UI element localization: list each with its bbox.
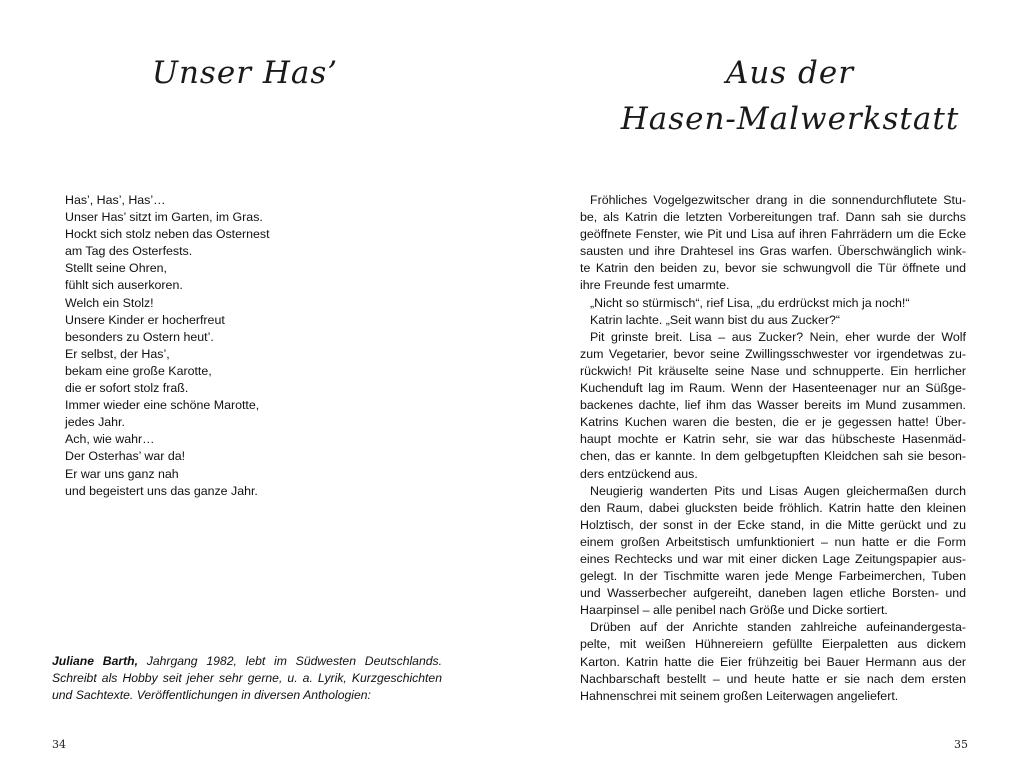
story-line: sausten und ihre Drahtesel ins Gras warfen. Überschwänglich wink- (580, 244, 966, 259)
story-title-line: Aus der (725, 55, 855, 91)
story-line: Haarpinsel – alle penibel nach Größe und Dicke sortiert. (580, 603, 888, 618)
page-number: 35 (954, 738, 968, 751)
poem-line: Hockt sich stolz neben das Osternest (65, 227, 270, 242)
poem-line: fühlt sich auserkoren. (65, 278, 183, 293)
story-line: ders entzückend aus. (580, 466, 698, 481)
story-line: backenes dachte, lief ihm das Wasser bereits im Mund zusammen. (580, 398, 966, 413)
story-line: den Raum, dabei glucksten beide fröhlich. Katrin hatte den kleinen (580, 500, 966, 515)
story-line: haupt mochte er Katrin sehr, sie war das hübscheste Hasenmäd- (580, 432, 966, 447)
bio-line (52, 653, 442, 670)
poem-line: am Tag des Osterfests. (65, 244, 193, 259)
poem-line: die er sofort stolz fraß. (65, 381, 189, 396)
poem-line: und begeistert uns das ganze Jahr. (65, 483, 258, 498)
bio-text: Jahrgang 1982, lebt im Südwesten Deutschlands. (137, 654, 442, 668)
poem-line: Has’, Has’, Has’… (65, 193, 166, 207)
story-line: te Katrin den beiden zu, bevor sie schwungvoll die Tür öffnete und (580, 261, 966, 276)
bio-line: und Sachtexte. Veröffentlichungen in diversen Anthologien: (52, 688, 371, 703)
story-line: Holztisch, der sonst in der Ecke stand, in die Mitte gerückt und zu (580, 517, 966, 532)
poem-line: Der Osterhas’ war da! (65, 449, 186, 464)
story-line: zum Vegetarier, bevor seine Zwillingsschwester vor irgendetwas zu- (580, 346, 966, 361)
story-title-line: Hasen-Malwerkstatt (620, 101, 960, 137)
story-line: Katrins Kuchen waren die besten, die er je gegessen hatte! Über- (580, 415, 966, 430)
story-line: und Wasserbecher aufgereiht, daneben lagen etliche Borsten- und (580, 586, 966, 601)
story-line: Karton. Katrin hatte die Eier frühzeitig bei Bauer Hermann aus der (580, 654, 966, 669)
bio-line: Schreibt als Hobby seit jeher sehr gerne, u. a. Lyrik, Kurzgeschichten (52, 671, 442, 686)
story-line: rückwich! Pit kräuselte seine Nase und schnupperte. Ein herrlicher (580, 363, 966, 378)
story-line: einem großen Arbeitstisch umfunktioniert – nun hatte er die Form (580, 534, 966, 549)
story-body (580, 192, 966, 705)
story-line: geöffnete Fenster, wie Pit und Lisa auf ihren Fahrrädern um die Ecke (580, 227, 966, 242)
poem-line: besonders zu Ostern heut’. (65, 329, 214, 344)
story-line: Hahnenschrei mit seinem großen Leiterwagen angeliefert. (580, 688, 899, 703)
story-line: Nachbarschaft bestellt – und heute hatte er sie nach dem ersten (580, 671, 966, 686)
story-line: Neugierig wanderten Pits und Lisas Augen gleichermaßen durch (590, 483, 966, 498)
story-line: Kuchenduft lag im Raum. Wenn der Hasenteenager nur an Süßge- (580, 381, 966, 396)
story-line: chen, das er kannte. In dem gelbgetupften Kleidchen sah sie beson- (580, 449, 966, 464)
story-line: Fröhliches Vogelgezwitscher drang in die sonnendurchflutete Stu- (590, 193, 966, 207)
poem-title: Unser Has’ (151, 55, 339, 91)
story-line: eines Rechtecks und war mit einer dicken Lage Zeitungspapier aus- (580, 551, 966, 566)
author-name: Juliane Barth, (52, 654, 138, 668)
poem-line: Er selbst, der Has’, (65, 346, 170, 361)
right-page (510, 0, 1020, 767)
story-line: „Nicht so stürmisch“, rief Lisa, „du erdrückst mich ja noch!“ (590, 295, 910, 310)
poem-line: Unser Has’ sitzt im Garten, im Gras. (65, 210, 263, 225)
page-number: 34 (52, 738, 66, 751)
poem-line: Unsere Kinder er hocherfreut (65, 312, 225, 327)
author-bio (52, 653, 442, 705)
poem-line: bekam eine große Karotte, (65, 363, 212, 378)
story-line: Drüben auf der Anrichte standen zahlreiche aufeinandergesta- (590, 620, 966, 635)
poem-line: Ach, wie wahr… (65, 432, 155, 447)
poem-line: Stellt seine Ohren, (65, 261, 167, 276)
poem-line: jedes Jahr. (65, 415, 125, 430)
poem-line: Welch ein Stolz! (65, 295, 154, 310)
story-line: gelegt. In der Tischmitte waren jede Menge Farbeimerchen, Tuben (580, 569, 966, 584)
poem-line: Er war uns ganz nah (65, 466, 179, 481)
story-line: Katrin lachte. „Seit wann bist du aus Zucker?“ (590, 312, 840, 327)
story-title (590, 50, 990, 142)
story-line: Pit grinste breit. Lisa – aus Zucker? Nein, eher wurde der Wolf (590, 329, 966, 344)
story-line: pelte, mit weißen Hühnereiern gefüllte Eierpaletten aus dickem (580, 637, 966, 652)
poem-body (65, 192, 395, 500)
story-line: ihre Freunde fest umarmte. (580, 278, 730, 293)
poem-line: Immer wieder eine schöne Marotte, (65, 398, 260, 413)
story-line: be, als Katrin die letzten Vorbereitungen traf. Dann sah sie durchs (580, 210, 966, 225)
